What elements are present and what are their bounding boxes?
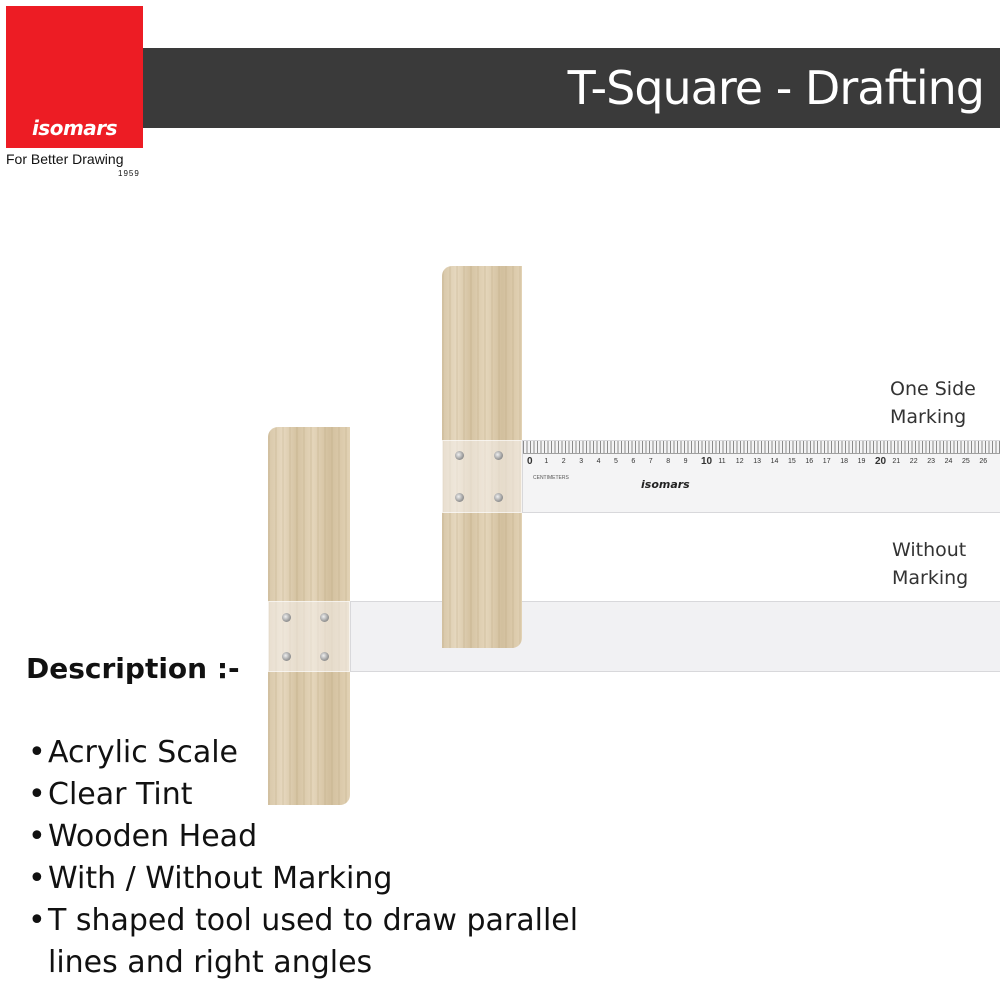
- feature-text: T shaped tool used to draw parallel lines and right angles: [48, 903, 579, 980]
- ruler-number: 12: [735, 458, 744, 465]
- bullet-icon: •: [28, 903, 46, 938]
- bullet-icon: •: [28, 861, 46, 896]
- feature-text: Clear Tint: [48, 777, 193, 812]
- screw-icon: [320, 652, 329, 661]
- ruler-tick-marks: [523, 441, 1000, 454]
- brand-tagline: For Better Drawing: [6, 151, 124, 167]
- feature-item: [28, 732, 648, 774]
- ruler-number: 15: [788, 458, 796, 465]
- title-bar: [143, 48, 1000, 128]
- ruler-number: 3: [579, 458, 584, 465]
- plain-label: [892, 537, 968, 592]
- blade-brand-text: isomars: [641, 478, 690, 491]
- ruler-number: 10: [701, 456, 713, 467]
- ruler-number: 26: [979, 458, 988, 465]
- ruler-number: 24: [944, 458, 953, 465]
- ruler-number: 7: [648, 458, 653, 465]
- brand-logo: [6, 6, 143, 148]
- ruler-number: 11: [718, 458, 726, 465]
- feature-text: With / Without Marking: [48, 861, 393, 896]
- ruler-number: 16: [805, 458, 814, 465]
- plain-label-line2: Marking: [892, 566, 969, 589]
- marked-head-plate: [442, 440, 522, 513]
- ruler-number: 17: [822, 458, 831, 465]
- ruler-number: 14: [770, 458, 779, 465]
- page-title: T-Square - Drafting: [567, 61, 984, 115]
- ruler-number: 22: [909, 458, 918, 465]
- screw-icon: [455, 451, 464, 460]
- feature-list: [28, 732, 648, 984]
- ruler-number: 2: [561, 458, 566, 465]
- ruler-number: 21: [892, 458, 901, 465]
- marked-blade: [522, 440, 1000, 513]
- bullet-icon: •: [28, 735, 46, 770]
- ruler-number: 13: [753, 458, 761, 465]
- description-title: Description :-: [26, 652, 240, 685]
- screw-icon: [494, 493, 503, 502]
- ruler-number: 23: [927, 458, 935, 465]
- feature-item: [28, 900, 648, 984]
- feature-text: Acrylic Scale: [48, 735, 238, 770]
- ruler-number: 8: [666, 458, 671, 465]
- ruler-number: 20: [875, 456, 887, 467]
- ruler-number: 18: [840, 458, 848, 465]
- ruler-number: 19: [857, 458, 866, 465]
- plain-head-plate: [268, 601, 350, 672]
- screw-icon: [282, 613, 291, 622]
- screw-icon: [320, 613, 329, 622]
- feature-text: Wooden Head: [48, 819, 258, 854]
- marked-label: [890, 376, 976, 431]
- brand-year: 1959: [118, 169, 140, 178]
- screw-icon: [494, 451, 503, 460]
- feature-item: [28, 858, 648, 900]
- ruler-number: 25: [962, 458, 970, 465]
- marked-label-line1: One Side: [890, 378, 976, 400]
- ruler-number: 9: [683, 458, 688, 465]
- bullet-icon: •: [28, 777, 46, 812]
- marked-label-line2: Marking: [890, 405, 967, 428]
- ruler-number: 6: [631, 458, 636, 465]
- screw-icon: [455, 493, 464, 502]
- ruler-number: 1: [544, 458, 549, 465]
- brand-logo-wordmark: isomars: [31, 116, 118, 140]
- feature-item: [28, 816, 648, 858]
- bullet-icon: •: [28, 819, 46, 854]
- feature-item: [28, 774, 648, 816]
- ruler-number: 4: [596, 458, 601, 465]
- plain-label-line1: Without: [892, 539, 967, 561]
- ruler-unit-label: CENTIMETERS: [533, 475, 569, 481]
- ruler-number: 0: [527, 456, 533, 467]
- screw-icon: [282, 652, 291, 661]
- ruler-number: 5: [614, 458, 618, 465]
